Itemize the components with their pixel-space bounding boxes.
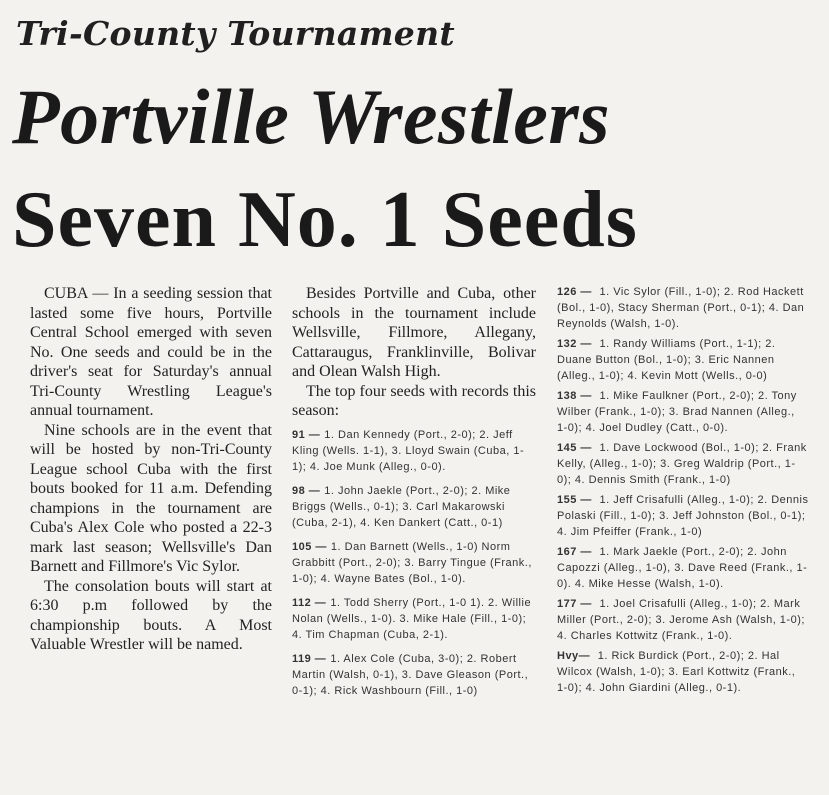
weight-class: 105 —: [292, 540, 327, 553]
seed-text: 1. Todd Sherry (Port., 1-0 1). 2. Willie Nolan (Wells., 1-0). 3. Mike Hale (Fill., 1-0); 4. Tim Chapman (Cuba, 2-1).: [292, 596, 532, 641]
seed-text: 1. Vic Sylor (Fill., 1-0); 2. Rod Hackett (Bol., 1-0), Stacy Sherman (Port., 0-1); 4. Dan Reynolds (Walsh, 1-0).: [557, 286, 805, 330]
weight-class: 119 —: [292, 652, 327, 665]
seed-entry: [292, 539, 536, 587]
weight-class: 132 —: [557, 338, 592, 350]
seed-text: 1. Dan Kennedy (Port., 2-0); 2. Jeff Kling (Wells. 1-1), 3. Lloyd Swain (Cuba, 1-1); 4. Joe Munk (Alleg., 0-0).: [292, 428, 525, 473]
seed-entry: [292, 427, 536, 475]
seed-entry: [557, 648, 809, 696]
weight-class: 177 —: [557, 598, 592, 610]
seed-text: 1. Joel Crisafulli (Alleg., 1-0); 2. Mark Miller (Port., 2-0); 3. Jerome Ash (Walsh, 1-0); 4. Charles Kottwitz (Frank., 1-0).: [557, 598, 805, 642]
column-2: [292, 284, 536, 707]
seed-entry: [557, 336, 809, 384]
paragraph: Besides Portville and Cuba, other schools in the tournament include Wellsville, Fillmore, Allegany, Cattaraugus, Franklinville, Bolivar and Olean Walsh High.: [292, 285, 536, 380]
weight-class: 145 —: [557, 442, 592, 454]
paragraph: CUBA — In a seeding session that lasted some five hours, Portville Central School emerged with seven No. One seeds and could be in the driver's seat for Saturday's annual Tri-County Wrestling League's annual tournament.: [30, 285, 272, 419]
seed-text: 1. Mark Jaekle (Port., 2-0); 2. John Capozzi (Alleg., 1-0), 3. Dave Reed (Frank., 1-0). 4. Mike Hesse (Walsh, 1-0).: [557, 546, 808, 590]
seed-text: 1. Alex Cole (Cuba, 3-0); 2. Robert Martin (Walsh, 0-1), 3. Dave Gleason (Port., 0-1); 4. Rick Washbourn (Fill., 1-0): [292, 652, 529, 697]
weight-class: 112 —: [292, 596, 327, 609]
weight-class: 138 —: [557, 390, 592, 402]
seed-text: 1. John Jaekle (Port., 2-0); 2. Mike Briggs (Wells., 0-1); 3. Carl Makarowski (Cuba, 2-1), 4. Ken Dankert (Catt., 0-1): [292, 484, 511, 529]
seed-text: 1. Randy Williams (Port., 1-1); 2. Duane Button (Bol., 1-0); 3. Eric Nannen (Alleg., 1-0); 4. Kevin Mott (Wells., 0-0): [557, 338, 776, 382]
weight-class: 167 —: [557, 546, 592, 558]
seed-entry: [292, 651, 536, 699]
paragraph: The consolation bouts will start at 6:30 p.m followed by the championship bouts. A Most Valuable Wrestler will be named.: [30, 577, 272, 653]
column-1: [30, 284, 272, 655]
seed-entry: [557, 596, 809, 644]
seed-entry: [557, 544, 809, 592]
weight-class: Hvy—: [557, 650, 591, 662]
seed-text: 1. Dave Lockwood (Bol., 1-0); 2. Frank Kelly, (Alleg., 1-0); 3. Greg Waldrip (Port., 1-0); 4. Dennis Smith (Frank., 1-0): [557, 442, 807, 486]
weight-class: 126 —: [557, 286, 592, 298]
column-3: [557, 284, 809, 700]
seed-entry: [292, 595, 536, 643]
paragraph: Nine schools are in the event that will be hosted by non-Tri-County League school Cuba with the first bouts booked for 11 a.m. Defending champions in the tournament are Cuba's Alex Cole who posted a 22-3 mark last season; Wellsville's Dan Barnett and Fillmore's Vic Sylor.: [30, 421, 272, 575]
seed-text: 1. Rick Burdick (Port., 2-0); 2. Hal Wilcox (Walsh, 1-0); 3. Earl Kottwitz (Frank., 1-0); 4. John Giardini (Alleg., 0-1).: [557, 650, 796, 694]
seed-list: [292, 427, 536, 699]
seed-entry: [292, 483, 536, 531]
paragraph: The top four seeds with records this season:: [292, 382, 536, 419]
weight-class: 155 —: [557, 494, 592, 506]
kicker: Tri-County Tournament: [16, 14, 455, 53]
seed-entry: [557, 388, 809, 436]
seed-text: 1. Mike Faulkner (Port., 2-0); 2. Tony Wilber (Frank., 1-0); 3. Brad Nannen (Alleg., 1-0); 4. Joel Dudley (Catt., 0-0).: [557, 390, 797, 434]
seed-text: 1. Dan Barnett (Wells., 1-0) Norm Grabbitt (Port., 2-0); 3. Barry Tingue (Frank., 1-0); 4. Wayne Bates (Bol., 1-0).: [292, 540, 532, 585]
headline-line-2: Seven No. 1 Seeds: [12, 176, 638, 264]
headline-line-1: Portville Wrestlers: [12, 73, 611, 160]
weight-class: 98 —: [292, 484, 321, 497]
weight-class: 91 —: [292, 428, 321, 441]
seed-text: 1. Jeff Crisafulli (Alleg., 1-0); 2. Dennis Polaski (Fill., 1-0); 3. Jeff Johnston (Bol., 0-1); 4. Jim Pfeiffer (Frank., 1-0): [557, 494, 809, 538]
seed-entry: [557, 284, 809, 332]
seed-entry: [557, 492, 809, 540]
seed-entry: [557, 440, 809, 488]
